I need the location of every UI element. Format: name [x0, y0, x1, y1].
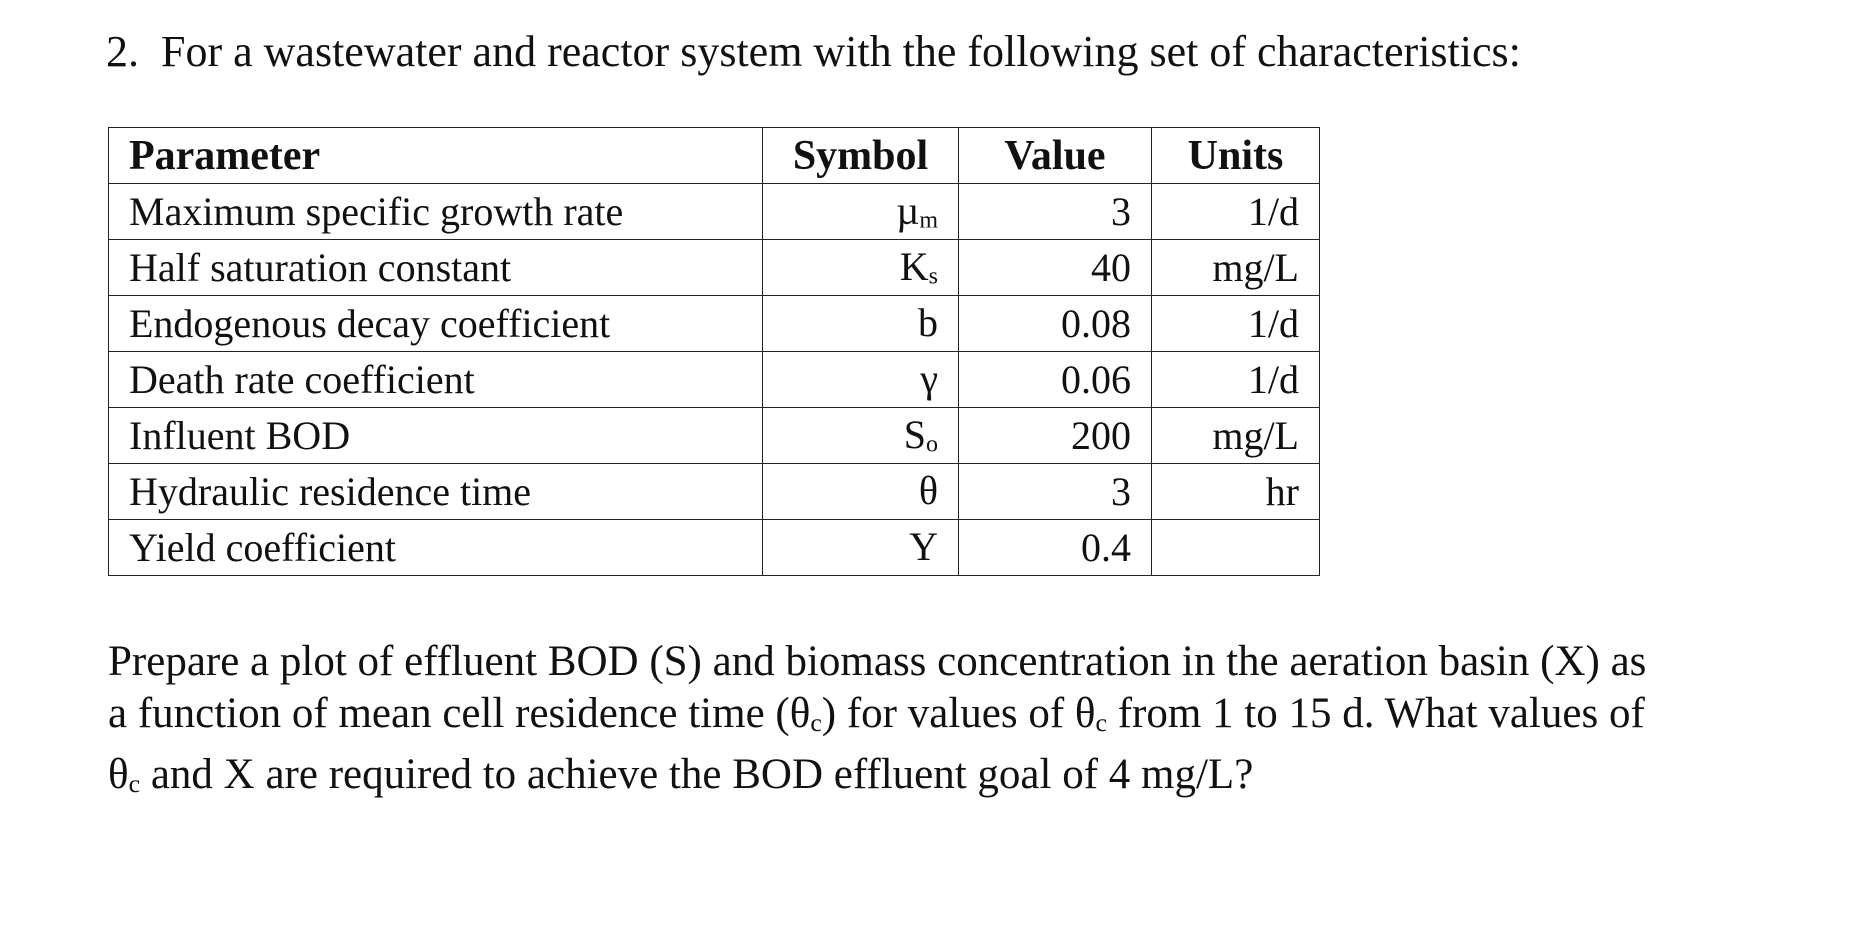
prompt-subscript: c	[810, 707, 822, 737]
header-units: Units	[1152, 128, 1320, 184]
symbol-cell	[763, 240, 959, 296]
symbol-cell	[763, 520, 959, 576]
prompt-text: from 1 to 15 d. What values of	[1106, 690, 1645, 737]
units-cell: 1/d	[1152, 296, 1320, 352]
value-cell: 0.4	[959, 520, 1152, 576]
question-heading-text: For a wastewater and reactor system with the following set of characteristics:	[161, 27, 1521, 76]
table-row	[109, 184, 1320, 240]
symbol-base: b	[918, 299, 938, 345]
symbol-subscript: s	[928, 263, 938, 290]
header-symbol: Symbol	[763, 128, 959, 184]
parameter-cell: Endogenous decay coefficient	[109, 296, 763, 352]
table-row	[109, 296, 1320, 352]
symbol-subscript: o	[926, 431, 938, 458]
parameter-cell: Hydraulic residence time	[109, 464, 763, 520]
question-heading	[106, 22, 1521, 82]
table-row	[109, 520, 1320, 576]
value-cell: 40	[959, 240, 1152, 296]
value-cell: 0.08	[959, 296, 1152, 352]
parameter-table	[108, 127, 1320, 576]
symbol-base: θ	[918, 467, 938, 513]
header-value: Value	[959, 128, 1152, 184]
parameter-cell: Influent BOD	[109, 408, 763, 464]
symbol-cell	[763, 184, 959, 240]
units-cell: 1/d	[1152, 184, 1320, 240]
units-cell: 1/d	[1152, 352, 1320, 408]
prompt-subscript: c	[1095, 707, 1107, 737]
question-number: 2.	[106, 27, 139, 76]
value-cell: 0.06	[959, 352, 1152, 408]
table-row	[109, 464, 1320, 520]
prompt-text: ) for values of θ	[821, 690, 1096, 737]
symbol-subscript: m	[919, 207, 938, 234]
parameter-cell: Yield coefficient	[109, 520, 763, 576]
value-cell: 200	[959, 408, 1152, 464]
units-cell: hr	[1152, 464, 1320, 520]
value-cell: 3	[959, 184, 1152, 240]
symbol-base: γ	[920, 355, 938, 401]
units-cell	[1152, 520, 1320, 576]
units-cell: mg/L	[1152, 240, 1320, 296]
symbol-base: Y	[909, 523, 938, 569]
value-cell: 3	[959, 464, 1152, 520]
symbol-cell	[763, 296, 959, 352]
prompt-line-3	[108, 749, 1748, 810]
prompt-line-2	[108, 688, 1748, 749]
prompt-subscript: c	[128, 768, 141, 798]
question-prompt	[108, 636, 1748, 810]
prompt-text: and X are required to achieve the BOD effluent goal of 4 mg/L?	[140, 750, 1254, 798]
table-row	[109, 352, 1320, 408]
table-row	[109, 240, 1320, 296]
units-cell: mg/L	[1152, 408, 1320, 464]
symbol-cell	[763, 464, 959, 520]
parameter-cell: Half saturation constant	[109, 240, 763, 296]
symbol-base: µ	[896, 187, 920, 233]
header-parameter: Parameter	[109, 128, 763, 184]
symbol-cell	[763, 352, 959, 408]
parameter-cell: Maximum specific growth rate	[109, 184, 763, 240]
prompt-line-1: Prepare a plot of effluent BOD (S) and biomass concentration in the aeration basin (X) as	[108, 638, 1647, 685]
symbol-cell	[763, 408, 959, 464]
table-row	[109, 408, 1320, 464]
symbol-base: K	[899, 243, 929, 289]
prompt-text: θ	[108, 750, 129, 798]
parameter-cell: Death rate coefficient	[109, 352, 763, 408]
symbol-base: S	[903, 411, 926, 457]
prompt-text: a function of mean cell residence time (θ	[108, 690, 811, 737]
table-header-row	[109, 128, 1320, 184]
